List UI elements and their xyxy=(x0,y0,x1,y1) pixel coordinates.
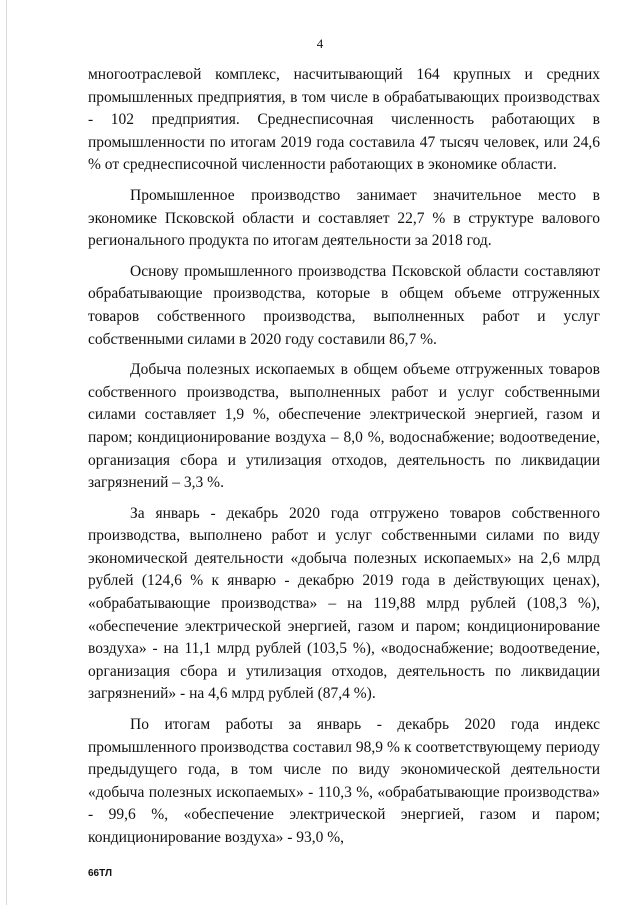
paragraph-industry-share: Промышленное производство занимает значительное место в экономике Псковской области и составляет 22,7 % в структуре валового регионального продукта по итогам деятельности за 2018 год. xyxy=(88,186,600,250)
scan-edge-line xyxy=(6,0,7,905)
paragraph-mining-energy-share: Добыча полезных ископаемых в общем объеме отгруженных товаров собственного производства, выполненных работ и услуг собственными силами составляет 1,9 %, обеспечение электрической энергией, газом и паром; кондиционирование воздуха – 8,0 %, водоснабжение; водоотведение, организация сбора и утилизация отходов, деятельность по ликвидации загрязнений – 3,3 %. xyxy=(88,361,600,492)
paragraph-industry-complex: многоотраслевой комплекс, насчитывающий 164 крупных и средних промышленных предприятия, в том числе в обрабатывающих производствах - 102 предприятия. Среднесписочная численность работающих в промышленности по итогам 2019 года составила 47 тысяч человек, или 24,6 % от среднесписочной численности работающих в экономике области. xyxy=(88,66,600,174)
paragraph-production-index: По итогам работы за январь - декабрь 2020 года индекс промышленного производства составил 98,9 % к соответствующему периоду предыдущего года, в том числе по виду экономической деятельности «добыча полезных ископаемых» - 110,3 %, «обрабатывающие производства» - 99,6 %, «обеспечение электрической энергией, газом и паром; кондиционирование воздуха» - 93,0 %, xyxy=(88,716,600,846)
page-number: 4 xyxy=(316,36,324,51)
footer-code: 66ТЛ xyxy=(88,868,112,879)
document-body xyxy=(88,64,600,858)
paragraph-shipped-goods-2020: За январь - декабрь 2020 года отгружено товаров собственного производства, выполнено работ и услуг собственными силами по виду экономической деятельности «добыча полезных ископаемых» на 2,6 млрд рублей (124,6 % к январю - декабрю 2019 года в действующих ценах), «обрабатывающие производства» – на 119,88 млрд рублей (108,3 %), «обеспечение электрической энергией, газом и паром; кондиционирование воздуха» - на 11,1 млрд рублей (103,5 %), «водоснабжение; водоотведение, организация сбора и утилизация отходов, деятельность по ликвидации загрязнений» - на 4,6 млрд рублей (87,4 %). xyxy=(88,504,600,703)
paragraph-manufacturing-basis: Основу промышленного производства Псковской области составляют обрабатывающие производства, которые в общем объеме отгруженных товаров собственного производства, выполненных работ и услуг собственными силами в 2020 году составили 86,7 %. xyxy=(88,262,600,348)
